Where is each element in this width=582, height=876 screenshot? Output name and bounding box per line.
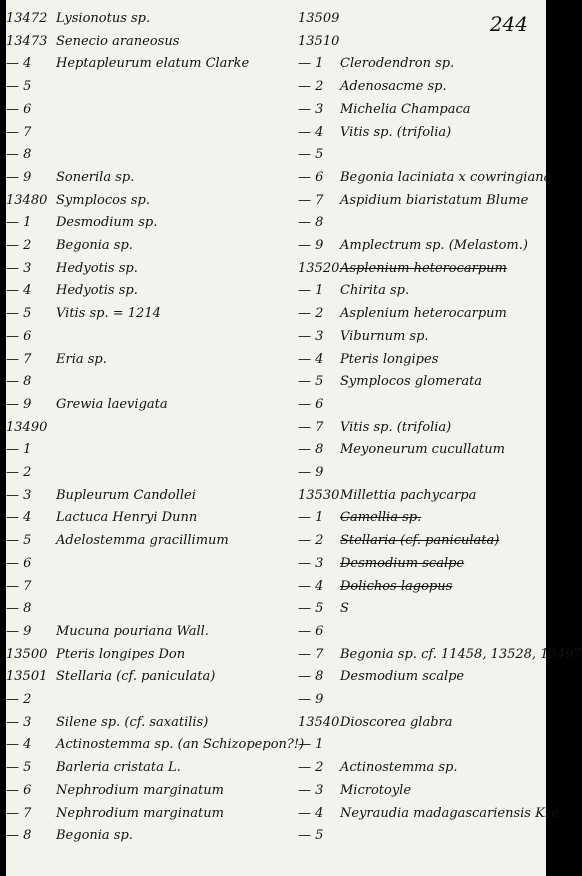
specimen-number: — 4	[6, 283, 32, 299]
specimen-number: 13473	[6, 33, 48, 49]
specimen-number: 13530	[298, 487, 340, 503]
specimen-number: — 1	[298, 737, 324, 753]
specimen-name: Nephrodium marginatum	[56, 782, 224, 798]
specimen-number: — 5	[6, 306, 32, 322]
specimen-number: — 4	[6, 56, 32, 72]
specimen-name: Actinostemma sp.	[340, 760, 458, 776]
ledger-row	[298, 509, 421, 527]
specimen-number: — 8	[298, 215, 324, 231]
specimen-number: — 3	[298, 101, 324, 117]
ledger-row	[298, 192, 528, 210]
specimen-name: Chirita sp.	[340, 283, 410, 299]
specimen-number: — 6	[6, 782, 32, 798]
ledger-row	[298, 169, 551, 187]
specimen-number: — 7	[6, 578, 32, 594]
ledger-row	[298, 736, 340, 754]
specimen-name: Vitis sp. (trifolia)	[340, 124, 452, 140]
ledger-row	[6, 805, 224, 823]
specimen-name: Pteris longipes	[340, 351, 439, 367]
ledger-row	[6, 419, 56, 437]
page-number: 244	[489, 12, 528, 36]
ledger-row	[6, 146, 56, 164]
specimen-name: Camellia sp.	[340, 510, 422, 526]
specimen-number: — 8	[298, 669, 324, 685]
specimen-number: — 6	[6, 555, 32, 571]
ledger-row	[6, 396, 168, 414]
specimen-number: — 4	[298, 805, 324, 821]
ledger-row	[6, 736, 304, 754]
specimen-name: Desmodium scalpe	[340, 669, 465, 685]
ledger-row	[298, 351, 438, 369]
specimen-number: — 2	[298, 533, 324, 549]
specimen-number: — 8	[6, 147, 32, 163]
specimen-number: — 5	[298, 828, 324, 844]
specimen-number: — 6	[6, 328, 32, 344]
specimen-name: Mucuna pouriana Wall.	[56, 623, 209, 639]
specimen-number: 13490	[6, 419, 48, 435]
ledger-row	[298, 419, 451, 437]
specimen-name: Desmodium sp.	[56, 215, 158, 231]
ledger-row	[298, 101, 471, 119]
specimen-number: 13540	[298, 714, 340, 730]
specimen-name: Begonia sp.	[56, 238, 133, 253]
specimen-number: — 7	[298, 419, 324, 435]
specimen-name: Symplocos glomerata	[340, 374, 483, 390]
ledger-row	[298, 691, 340, 709]
specimen-number: — 8	[6, 601, 32, 617]
specimen-number: — 3	[6, 714, 32, 730]
specimen-name: Adelostemma gracillimum	[56, 533, 229, 549]
specimen-name: Stellaria (cf. paniculata)	[340, 533, 500, 549]
specimen-name: Silene sp. (cf. saxatilis)	[56, 714, 209, 730]
specimen-number: — 3	[298, 782, 324, 798]
specimen-name: Barleria cristata L.	[56, 760, 181, 776]
specimen-name: Michelia Champaca	[340, 101, 471, 117]
ledger-row	[6, 691, 56, 709]
specimen-name: Dioscorea glabra	[340, 714, 453, 730]
specimen-number: — 9	[6, 623, 32, 639]
specimen-name: Dolichos lagopus	[340, 578, 453, 594]
specimen-name: Senecio araneosus	[56, 33, 180, 49]
ledger-row	[6, 33, 179, 51]
specimen-number: — 9	[298, 692, 324, 707]
specimen-name: Vitis sp. = 1214	[56, 306, 161, 322]
specimen-number: — 1	[298, 510, 324, 526]
specimen-number: — 4	[298, 351, 324, 367]
ledger-row	[6, 260, 138, 278]
specimen-name: Hedyotis sp.	[56, 283, 138, 299]
specimen-name: Begonia sp. cf. 11458, 13528, 13497	[340, 646, 582, 662]
ledger-row	[298, 237, 528, 255]
specimen-name: Millettia pachycarpa	[340, 487, 477, 503]
ledger-row	[298, 714, 453, 732]
specimen-name: Heptapleurum elatum Clarke	[56, 56, 250, 72]
specimen-number: — 1	[298, 56, 324, 72]
specimen-number: — 9	[298, 465, 324, 480]
ledger-row	[298, 305, 507, 323]
ledger-row	[6, 782, 224, 800]
ledger-row	[6, 578, 56, 596]
specimen-number: — 9	[6, 396, 32, 412]
ledger-row	[298, 260, 507, 278]
specimen-name: Sonerila sp.	[56, 169, 135, 185]
ledger-row	[6, 305, 161, 323]
specimen-number: 13510	[298, 33, 340, 49]
specimen-name: Amplectrum sp. (Melastom.)	[340, 238, 528, 253]
ledger-row	[298, 328, 429, 346]
specimen-number: 13509	[298, 11, 340, 26]
ledger-row	[298, 464, 340, 482]
specimen-number: — 3	[298, 555, 324, 571]
specimen-name: Neyraudia madagascariensis Kze.	[340, 805, 564, 821]
ledger-row	[298, 396, 340, 414]
ledger-page	[6, 0, 582, 876]
specimen-name: Begonia sp.	[56, 828, 133, 844]
specimen-number: — 9	[298, 238, 324, 253]
specimen-name: Begonia laciniata x cowringiana	[340, 169, 552, 185]
specimen-name: Asplenium heterocarpum	[340, 260, 507, 276]
specimen-name: Bupleurum Candollei	[56, 487, 196, 503]
specimen-number: — 1	[6, 215, 32, 231]
ledger-row	[298, 805, 564, 823]
ledger-row	[298, 214, 340, 232]
specimen-number: — 5	[6, 533, 32, 549]
ledger-row	[6, 214, 157, 232]
specimen-number: — 5	[6, 760, 32, 776]
ledger-row	[298, 578, 452, 596]
ledger-row	[298, 782, 411, 800]
specimen-number: — 2	[6, 465, 32, 480]
ledger-row	[298, 623, 340, 641]
specimen-name: S	[340, 601, 349, 617]
specimen-name: Symplocos sp.	[56, 192, 150, 208]
specimen-number: — 8	[6, 828, 32, 844]
ledger-row	[6, 714, 208, 732]
specimen-number: — 3	[298, 328, 324, 344]
specimen-number: — 4	[6, 737, 32, 753]
ledger-row	[6, 282, 138, 300]
specimen-name: Hedyotis sp.	[56, 260, 138, 276]
specimen-number: — 3	[6, 487, 32, 503]
specimen-name: Vitis sp. (trifolia)	[340, 419, 452, 435]
specimen-number: — 8	[6, 374, 32, 390]
ledger-row	[6, 169, 134, 187]
specimen-number: — 5	[298, 601, 324, 617]
specimen-number: 13472	[6, 11, 48, 26]
specimen-name: Adenosacme sp.	[340, 79, 447, 95]
specimen-name: Clerodendron sp.	[340, 56, 455, 72]
specimen-number: — 6	[6, 101, 32, 117]
specimen-name: Microtoyle	[340, 782, 412, 798]
ledger-row	[6, 487, 196, 505]
ledger-row	[6, 78, 56, 96]
specimen-number: — 5	[6, 79, 32, 95]
specimen-number: — 4	[298, 578, 324, 594]
ledger-row	[6, 668, 215, 686]
ledger-row	[298, 373, 482, 391]
specimen-name: Asplenium heterocarpum	[340, 306, 507, 322]
specimen-number: — 1	[298, 283, 324, 299]
specimen-name: Pteris longipes Don	[56, 646, 186, 662]
specimen-number: — 8	[298, 442, 324, 458]
specimen-number: 13480	[6, 192, 48, 208]
ledger-row	[298, 282, 409, 300]
specimen-number: — 4	[6, 510, 32, 526]
ledger-row	[298, 827, 340, 845]
ledger-row	[6, 192, 150, 210]
ledger-row	[6, 532, 229, 550]
specimen-number: — 2	[298, 306, 324, 322]
ledger-row	[6, 759, 181, 777]
ledger-row	[298, 555, 464, 573]
specimen-name: Nephrodium marginatum	[56, 805, 224, 821]
ledger-row	[298, 487, 476, 505]
specimen-name: Meyoneurum cucullatum	[340, 442, 505, 458]
ledger-row	[6, 328, 56, 346]
ledger-row	[298, 146, 340, 164]
specimen-name: Viburnum sp.	[340, 328, 429, 344]
specimen-number: — 6	[298, 396, 324, 412]
specimen-number: — 3	[6, 260, 32, 276]
ledger-row	[6, 827, 133, 845]
specimen-number: — 6	[298, 623, 324, 639]
specimen-name: Aspidium biaristatum Blume	[340, 192, 529, 208]
ledger-row	[6, 646, 185, 664]
ledger-row	[6, 101, 56, 119]
specimen-number: — 2	[298, 760, 324, 776]
ledger-row	[6, 509, 197, 527]
specimen-number: — 9	[6, 169, 32, 185]
ledger-row	[6, 555, 56, 573]
ledger-row	[298, 78, 447, 96]
specimen-number: — 7	[298, 192, 324, 208]
specimen-number: — 7	[6, 351, 32, 367]
ledger-row	[298, 532, 499, 550]
ledger-row	[298, 441, 505, 459]
ledger-row	[298, 55, 454, 73]
specimen-number: — 2	[6, 238, 32, 253]
specimen-number: — 6	[298, 169, 324, 185]
specimen-name: Lysionotus sp.	[56, 11, 151, 26]
ledger-row	[6, 237, 133, 255]
ledger-row	[298, 600, 349, 618]
specimen-number: 13501	[6, 669, 48, 685]
specimen-number: — 7	[6, 124, 32, 140]
ledger-row	[6, 464, 56, 482]
specimen-name: Eria sp.	[56, 351, 107, 367]
ledger-row	[6, 124, 56, 142]
specimen-name: Actinostemma sp. (an Schizopepon?!)	[56, 737, 305, 753]
ledger-row	[298, 33, 340, 51]
ledger-row	[6, 373, 56, 391]
specimen-number: — 4	[298, 124, 324, 140]
specimen-number: — 2	[6, 692, 32, 707]
specimen-name: Stellaria (cf. paniculata)	[56, 669, 216, 685]
ledger-row	[6, 600, 56, 618]
specimen-name: Lactuca Henryi Dunn	[56, 510, 198, 526]
ledger-row	[298, 10, 340, 28]
ledger-row	[298, 668, 464, 686]
specimen-number: 13500	[6, 646, 48, 662]
specimen-number: — 5	[298, 147, 324, 163]
ledger-row	[6, 441, 56, 459]
specimen-number: 13520	[298, 260, 340, 276]
ledger-row	[298, 759, 458, 777]
ledger-row	[6, 55, 249, 73]
specimen-name: Desmodium scalpe	[340, 555, 465, 571]
specimen-number: — 2	[298, 79, 324, 95]
ledger-row	[6, 10, 150, 28]
ledger-row	[298, 124, 451, 142]
ledger-row	[6, 623, 209, 641]
specimen-number: — 7	[298, 646, 324, 662]
ledger-row	[6, 351, 107, 369]
ledger-row	[298, 646, 582, 664]
specimen-number: — 1	[6, 442, 32, 458]
specimen-number: — 5	[298, 374, 324, 390]
specimen-number: — 7	[6, 805, 32, 821]
specimen-name: Grewia laevigata	[56, 396, 168, 412]
